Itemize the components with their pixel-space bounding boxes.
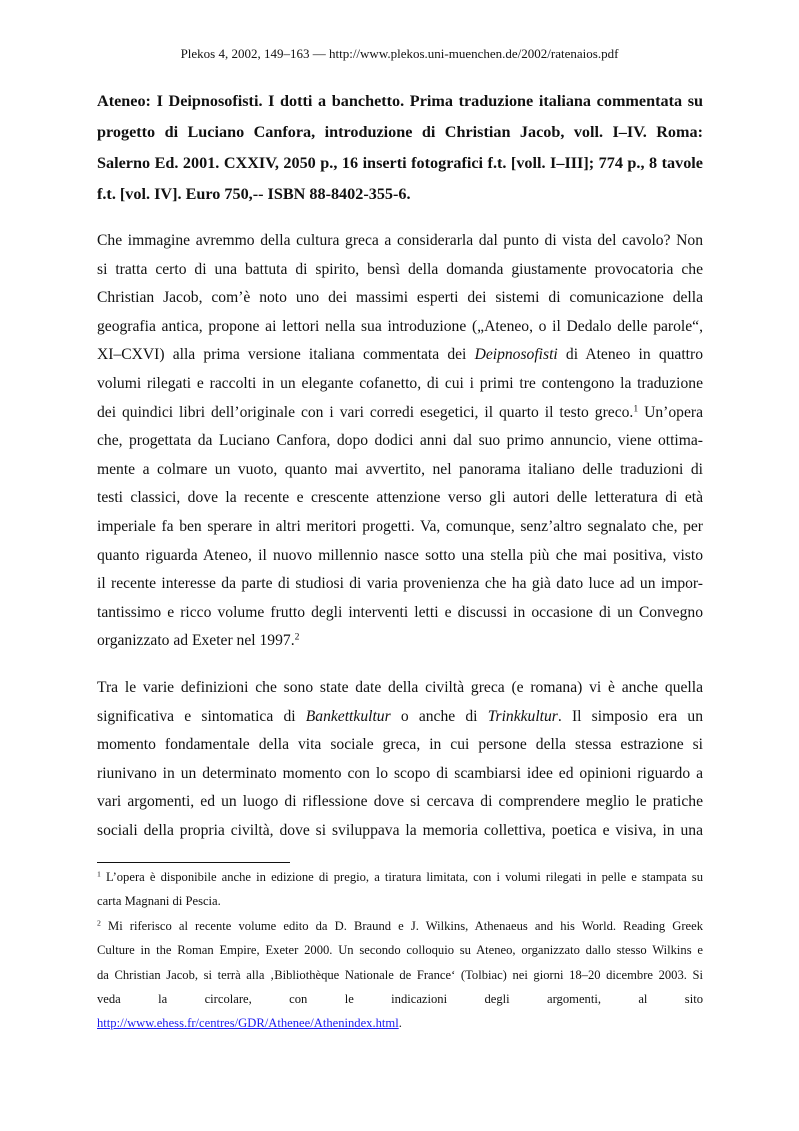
text-segment: Bankettkultur <box>305 707 391 725</box>
body-line <box>97 518 703 536</box>
body-line <box>97 765 703 783</box>
body-line <box>97 261 703 279</box>
url-link[interactable]: http://www.ehess.fr/centres/GDR/Athenee/Athenindex.html <box>97 1016 399 1031</box>
text-segment: vari argomenti, ed un luogo di riflessione dove si cercava di comprendere meglio le pratiche <box>97 793 703 811</box>
body-line <box>97 461 703 479</box>
text-segment: si tratta certo di una battuta di spirito, bensì della domanda giustamente provocatoria che <box>97 260 703 278</box>
text-segment: Che immagine avremmo della cultura greca a considerarla dal punto di vista del cavolo? Non <box>97 232 703 249</box>
footnote-line <box>97 1016 703 1031</box>
text-segment: riunivano in un determinato momento con lo scopo di scambiarsi idee ed opinioni riguardo a <box>97 764 703 782</box>
footnote-ref: 1 <box>97 869 101 879</box>
body-line <box>97 318 703 336</box>
body-line <box>97 736 703 754</box>
text-segment: Tra le varie definizioni che sono state date della civiltà greca (e romana) vi è anche quella <box>97 679 703 696</box>
body-line <box>97 289 703 307</box>
footnote-ref: 2 <box>294 632 300 644</box>
body-line <box>97 679 703 697</box>
text-segment: f.t. [vol. IV]. Euro 750,-- ISBN 88-8402-355-6. <box>97 185 411 203</box>
text-segment: mente a colmare un vuoto, quanto mai avvertito, nel panorama italiano delle traduzioni di <box>97 460 703 478</box>
footnote-line <box>97 919 703 934</box>
body-line <box>97 575 703 593</box>
text-segment: Salerno Ed. 2001. CXXIV, 2050 p., 16 inserti fotografici f.t. [voll. I–III]; 774 p., 8 tavole <box>97 154 703 172</box>
text-segment: Christian Jacob, com’è noto uno dei massimi esperti dei sistemi di comunicazione della <box>97 289 703 307</box>
body-line <box>97 375 703 393</box>
text-segment: organizzato ad Exeter nel 1997. <box>97 632 295 650</box>
text-segment: L’opera è disponibile anche in edizione di pregio, a tiratura limitata, con i volumi rilegati in pelle e stampata su <box>100 870 703 884</box>
title-line <box>97 92 703 111</box>
text-segment: carta Magnani di Pescia. <box>97 894 221 909</box>
title-line <box>97 154 703 173</box>
text-segment: quanto riguarda Ateneo, il nuovo millennio nasce sotto una stella più che mai positiva, visto <box>97 546 703 564</box>
body-line <box>97 232 703 250</box>
text-segment: Un’opera <box>638 403 703 421</box>
text-segment: XI–CXVI) alla prima versione italiana commentata dei <box>97 346 475 364</box>
text-segment: momento fondamentale della vita sociale greca, in cui persone della stessa estrazione si <box>97 736 703 754</box>
text-segment: significativa e sintomatica di <box>97 707 306 725</box>
body-line <box>97 604 703 622</box>
body-line <box>97 632 703 650</box>
text-segment: da Christian Jacob, si terrà alla ‚Bibliothèque Nationale de France‘ (Tolbiac) nei giorni 18–20 dicembre 2003. Si <box>97 967 703 982</box>
text-segment: geografia antica, propone ai lettori nella sua introduzione („Ateneo, o il Dedalo delle parole“, <box>97 317 703 335</box>
text-segment: volumi rilegati e raccolti in un elegante cofanetto, di cui i primi tre contengono la traduzione <box>97 375 703 392</box>
footnote-ref: 1 <box>633 403 639 415</box>
text-segment: veda la circolare, con le indicazioni degli argomenti, al sito <box>97 992 703 1006</box>
text-segment: di Ateneo in quattro <box>557 346 703 364</box>
text-segment: tantissimo e ricco volume frutto degli interventi letti e discussi in occasione di un Convegno <box>97 603 703 621</box>
text-segment: sociali della propria civiltà, dove si sviluppava la memoria collettiva, poetica e visiva, in una <box>97 822 703 839</box>
body-line <box>97 822 703 840</box>
text-segment: Ateneo: I Deipnosofisti. I dotti a banchetto. Prima traduzione italiana commentata su <box>97 92 703 110</box>
body-line <box>97 346 703 364</box>
text-segment: o anche di <box>390 707 488 725</box>
text-segment: testi classici, dove la recente e crescente attenzione verso gli autori delle letteratura di età <box>97 489 703 507</box>
text-segment: Culture in the Roman Empire, Exeter 2000. Un secondo colloquio su Ateneo, organizzato dallo stesso Wilkins e <box>97 943 703 958</box>
running-header: Plekos 4, 2002, 149–163 — http://www.plekos.uni-muenchen.de/2002/ratenaios.pdf <box>180 46 619 61</box>
text-segment: progetto di Luciano Canfora, introduzione di Christian Jacob, voll. I–IV. Roma: <box>97 123 703 141</box>
text-segment: . Il simposio era un <box>557 707 703 725</box>
footnote-line <box>97 992 703 1007</box>
body-line <box>97 489 703 507</box>
footnote-divider <box>97 862 290 863</box>
footnote-line <box>97 870 703 885</box>
text-segment: il recente interesse da parte di studiosi di varia provenienza che ha già dato luce ad un impor- <box>97 575 703 593</box>
footnote-line <box>97 943 703 958</box>
body-line <box>97 708 703 726</box>
title-line <box>97 123 703 142</box>
footnote-line <box>97 894 703 909</box>
body-line <box>97 432 703 450</box>
title-line <box>97 185 703 204</box>
text-segment: Mi riferisco al recente volume edito da D. Braund e J. Wilkins, Athenaeus and his World. Reading Greek <box>100 918 703 933</box>
text-segment: Trinkkultur <box>487 707 558 725</box>
text-segment: Deipnosofisti <box>474 346 558 364</box>
text-segment: che, progettata da Luciano Canfora, dopo dodici anni dal suo primo annuncio, viene ottima- <box>97 432 703 450</box>
footnote-ref: 2 <box>97 918 101 928</box>
text-segment: . <box>398 1016 402 1031</box>
text-segment: dei quindici libri dell’originale con i vari corredi esegetici, il quarto il testo greco. <box>97 403 634 421</box>
body-line <box>97 547 703 565</box>
body-line <box>97 404 703 422</box>
text-segment: imperiale fa ben sperare in altri meritori progetti. Va, comunque, senz’altro segnalato che, per <box>97 518 703 535</box>
footnote-line <box>97 968 703 983</box>
body-line <box>97 793 703 811</box>
